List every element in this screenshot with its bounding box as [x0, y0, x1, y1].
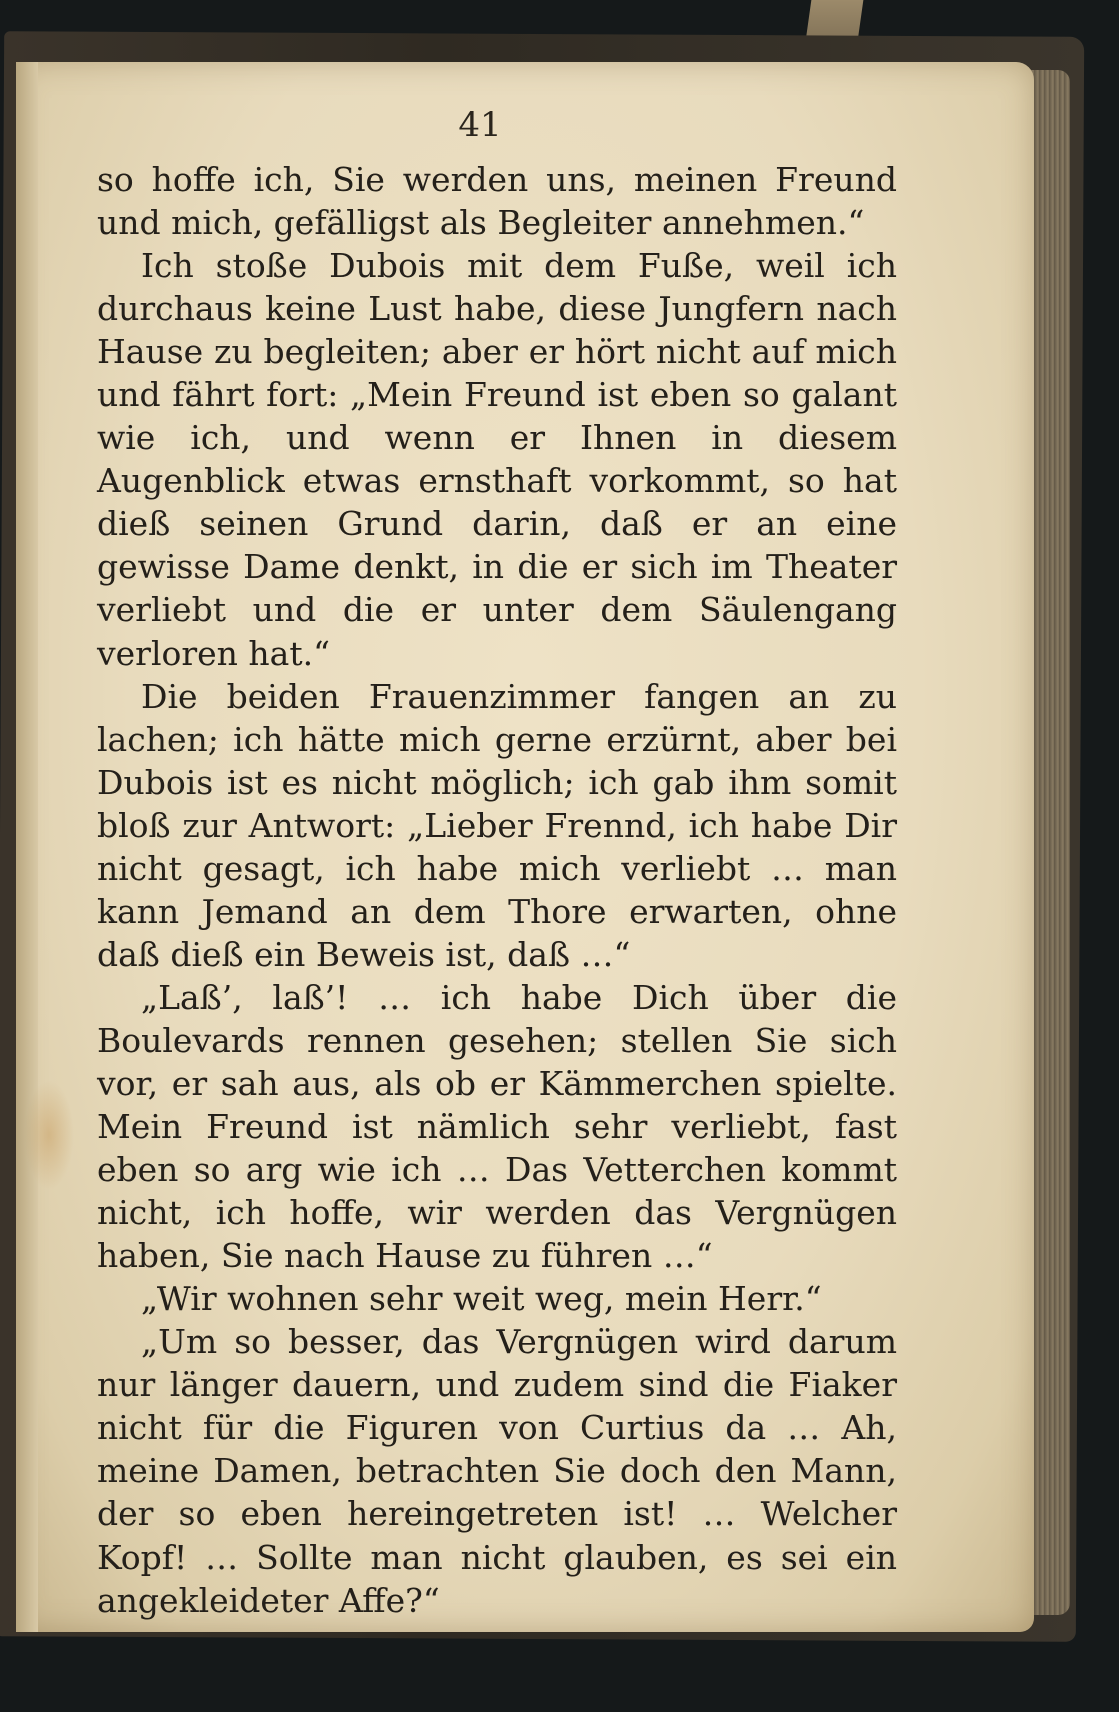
page-body-text [97, 158, 897, 1622]
paragraph: Ich stoße Dubois mit dem Fuße, weil ich durchaus keine Lust habe, diese Jungfern nach Hause zu begleiten; aber er hört nicht auf mich und fährt fort: „Mein Freund ist eben so galant wie ich, und wenn er Ihnen in diesem Augenblick etwas ernsthaft vorkommt, so hat dieß seinen Grund darin, daß er an eine gewisse Dame denkt, in die er sich im Theater verliebt und die er unter dem Säulengang verloren hat.“ [97, 246, 897, 673]
paragraph: Die beiden Frauenzimmer fangen an zu lachen; ich hätte mich gerne erzürnt, aber bei Dubois ist es nicht möglich; ich gab ihm somit bloß zur Antwort: „Lieber Frennd, ich habe Dir nicht gesagt, ich habe mich verliebt … man kann Jemand an dem Thore erwarten, ohne daß dieß ein Beweis ist, daß …“ [97, 676, 897, 974]
page-stain [24, 1080, 74, 1190]
page-number: 41 [458, 105, 502, 145]
paragraph: „Laß’, laß’! … ich habe Dich über die Boulevards rennen gesehen; stellen Sie sich vor, er sah aus, als ob er Kämmerchen spielte. Mein Freund ist nämlich sehr verliebt, fast eben so arg wie ich … Das Vetterchen kommt nicht, ich hoffe, wir werden das Vergnügen haben, Sie nach Hause zu führen …“ [97, 977, 897, 1276]
paragraph: so hoffe ich, Sie werden uns, meinen Freund und mich, gefälligst als Begleiter annehmen.“ [97, 160, 897, 243]
paragraph: „Um so besser, das Vergnügen wird darum nur länger dauern, und zudem sind die Fiaker nicht für die Figuren von Curtius da … Ah, meine Damen, betrachten Sie doch den Mann, der so eben hereingetreten ist! … Welcher Kopf! … Sollte man nicht glauben, es sei ein angekleideter Affe?“ [97, 1322, 897, 1620]
paragraph: „Wir wohnen sehr weit weg, mein Herr.“ [141, 1279, 822, 1319]
page-gutter [16, 62, 38, 1632]
